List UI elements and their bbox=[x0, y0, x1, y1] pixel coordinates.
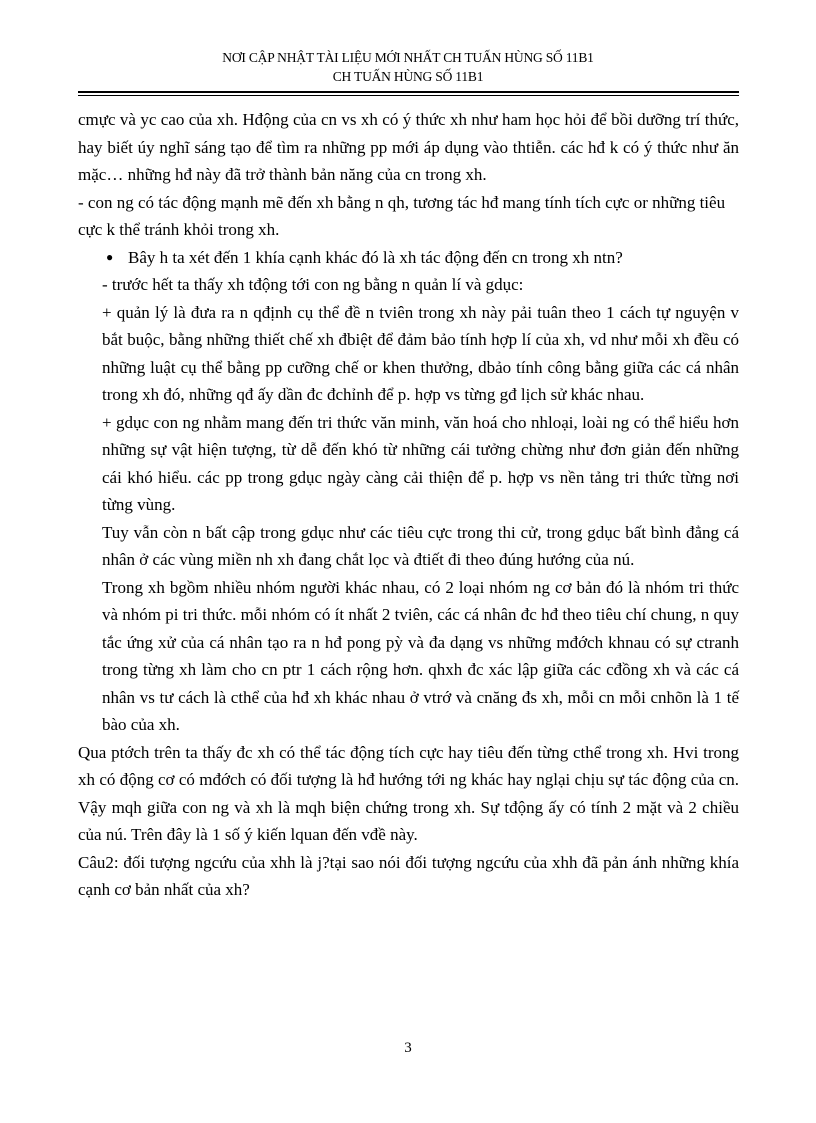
paragraph-2: - con ng có tác động mạnh mẽ đến xh bằng n qh, tương tác hđ mang tính tích cực or những tiêu cực k thể tránh khỏi trong xh. bbox=[78, 192, 726, 239]
paragraph-1: cmực và yc cao của xh. Hđộng của cn vs xh có ý thức xh như ham học hỏi để bồi dưỡng trí thức, hay biết úy nghĩ sáng tạo để tìm ra những pp mới áp dụng vào thtiễn. các hđ k có ý thức như ăn mặc… những hđ này đã trở thành bản năng của cn trong xh. bbox=[78, 110, 739, 184]
header-rule-thin bbox=[78, 95, 739, 96]
paragraph-8: Trong xh bgồm nhiều nhóm người khác nhau, có 2 loại nhóm ng cơ bản đó là nhóm tri thức và nhóm pi tri thức. mỗi nhóm có ít nhất 2 tviên, các cá nhân đc hđ theo tiêu chí chung, n quy tắc ứng xử của cá nhân tạo ra n hđ pong pỳ và đa dạng vs những mđớch khnau có sự ctranh trong từng xh làm cho cn ptr 1 cách rộng hơn. qhxh đc xác lập giữa các cđồng xh và các cá nhân vs tư cách là cthể của hđ xh khác nhau ở vtrớ và cnăng đs xh, mỗi cn mỗi cnhõn là 1 tế bào của xh. bbox=[102, 577, 739, 734]
page-header bbox=[78, 48, 738, 86]
header-rule-thick bbox=[78, 91, 739, 93]
bullet-item bbox=[78, 244, 739, 272]
document-body bbox=[78, 106, 739, 904]
paragraph-5: + quản lý là đưa ra n qđịnh cụ thể đề n tviên trong xh này pải tuân theo 1 cách tự nguyện v bắt buộc, bằng những thiết chế xh đbiệt để đảm bảo tính hợp lí của xh, vd như mỗi xh đều có những luật cụ thể bằng pp cưỡng chế or khen thưởng, dbảo tính công bằng giữa các cá nhân trong xh đó, những qđ ấy dần đc đchỉnh để p. hợp vs từng gđ lịch sử khác nhau. bbox=[102, 302, 739, 404]
header-line-1: NƠI CẬP NHẬT TÀI LIỆU MỚI NHẤT CH TUẤN HÙNG SỐ 11B1 bbox=[222, 50, 594, 65]
paragraph-4: - trước hết ta thấy xh tđộng tới con ng bằng n quản lí và gdục: bbox=[102, 275, 524, 294]
header-line-2: CH TUẤN HÙNG SỐ 11B1 bbox=[332, 69, 484, 84]
bullet-text: Bây h ta xét đến 1 khía cạnh khác đó là xh tác động đến cn trong xh ntn? bbox=[128, 247, 623, 267]
paragraph-10: Câu2: đối tượng ngcứu của xhh là j?tại sao nói đối tượng ngcứu của xhh đã pản ánh những khía cạnh cơ bản nhất của xh? bbox=[78, 852, 739, 899]
paragraph-9: Qua ptớch trên ta thấy đc xh có thể tác động tích cực hay tiêu đến từng cthể trong xh. Hvi trong xh có động cơ có mđớch có đối tượng là hđ hướng tới ng khác hay nglại chịu sự tác động của cn. Vậy mqh giữa con ng và xh là mqh biện chứng trong xh. Sự tđộng ấy có tính 2 mặt và 2 chiều của nú. Trên đây là 1 số ý kiến lquan đến vđề này. bbox=[78, 742, 739, 844]
paragraph-7: Tuy vẫn còn n bất cập trong gdục như các tiêu cực trong thi cử, trong gdục bất bình đẳng cá nhân ở các vùng miền nh xh đang chắt lọc và đtiết đi theo đúng hướng của nú. bbox=[102, 522, 739, 569]
paragraph-6: + gdục con ng nhằm mang đến tri thức văn minh, văn hoá cho nhloại, loài ng có thể hiểu hơn những sự vật hiện tượng, từ dễ đến khó từ những cái tưởng chừng như đơn giản đến những cái khó hiểu. các pp trong gdục ngày càng cải thiện để p. hợp vs nền tảng tri thức từng nơi từng vùng. bbox=[102, 412, 739, 514]
bullet-icon: ● bbox=[106, 249, 114, 264]
page-number: 3 bbox=[404, 1040, 412, 1056]
